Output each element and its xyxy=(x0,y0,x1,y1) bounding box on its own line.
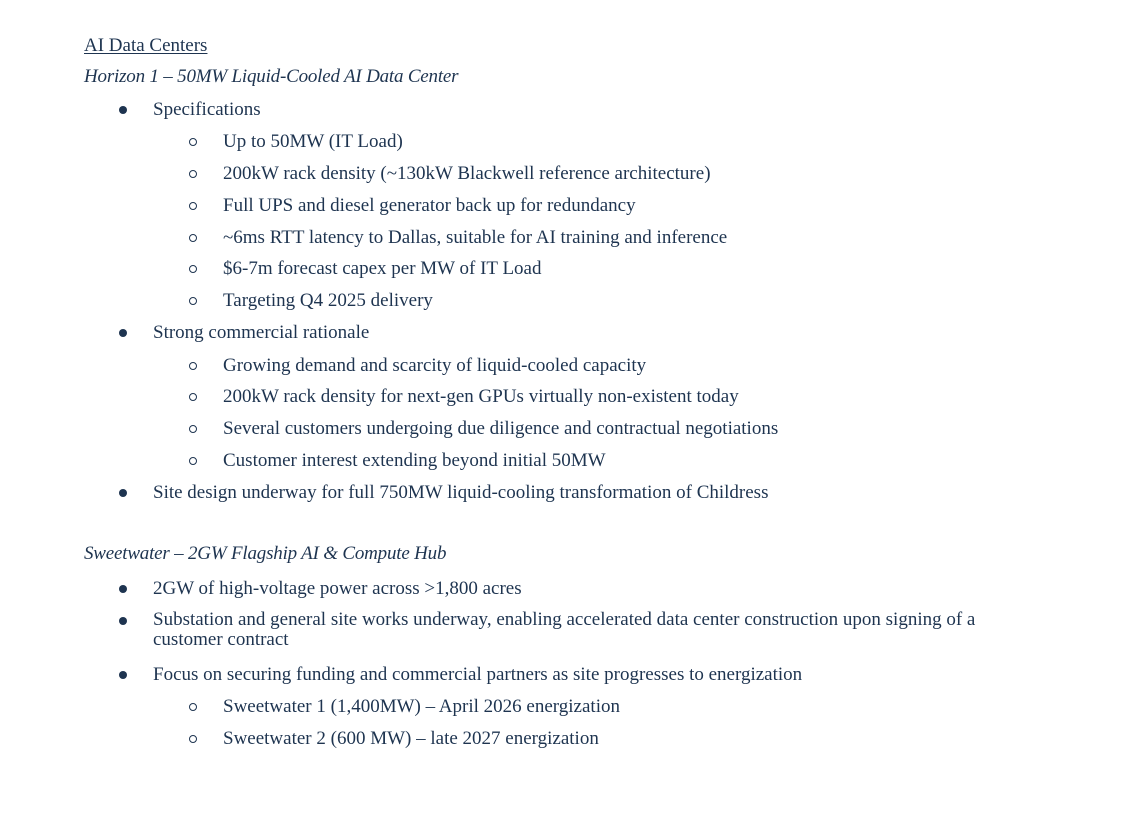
bullet-icon xyxy=(119,585,127,593)
site-design-item: Site design underway for full 750MW liquid-cooling transformation of Childress xyxy=(153,482,769,503)
spec-item: Targeting Q4 2025 delivery xyxy=(223,290,433,311)
specifications-label: Specifications xyxy=(153,99,261,120)
sweetwater-point: Focus on securing funding and commercial partners as site progresses to energization xyxy=(153,664,803,685)
commercial-item: Growing demand and scarcity of liquid-cooled capacity xyxy=(223,355,647,376)
sub-bullet-icon xyxy=(189,457,197,465)
sub-bullet-icon xyxy=(189,362,197,370)
sub-bullet-icon xyxy=(189,735,197,743)
sub-bullet-icon xyxy=(189,138,197,146)
commercial-item: Several customers undergoing due diligence and contractual negotiations xyxy=(223,418,779,439)
commercial-label: Strong commercial rationale xyxy=(153,322,370,343)
spec-item: 200kW rack density (~130kW Blackwell reference architecture) xyxy=(223,163,711,184)
sweetwater-phase: Sweetwater 2 (600 MW) – late 2027 energization xyxy=(223,728,599,749)
spec-item: $6-7m forecast capex per MW of IT Load xyxy=(223,258,542,279)
sub-bullet-icon xyxy=(189,170,197,178)
sweetwater-heading: Sweetwater – 2GW Flagship AI & Compute Hub xyxy=(84,543,447,564)
commercial-item: Customer interest extending beyond initial 50MW xyxy=(223,450,606,471)
bullet-icon xyxy=(119,329,127,337)
section-title: AI Data Centers xyxy=(84,35,208,56)
commercial-item: 200kW rack density for next-gen GPUs virtually non-existent today xyxy=(223,386,739,407)
bullet-icon xyxy=(119,489,127,497)
bullet-icon xyxy=(119,671,127,679)
sub-bullet-icon xyxy=(189,202,197,210)
sub-bullet-icon xyxy=(189,703,197,711)
sub-bullet-icon xyxy=(189,297,197,305)
sub-bullet-icon xyxy=(189,234,197,242)
bullet-icon xyxy=(119,106,127,114)
sweetwater-phase: Sweetwater 1 (1,400MW) – April 2026 energization xyxy=(223,696,620,717)
sweetwater-point: Substation and general site works underway, enabling accelerated data center construction upon signing of a customer contract xyxy=(153,609,976,650)
sub-bullet-icon xyxy=(189,425,197,433)
spec-item: ~6ms RTT latency to Dallas, suitable for AI training and inference xyxy=(223,227,728,248)
horizon-heading: Horizon 1 – 50MW Liquid-Cooled AI Data Center xyxy=(84,66,459,87)
spec-item: Full UPS and diesel generator back up for redundancy xyxy=(223,195,636,216)
sub-bullet-icon xyxy=(189,265,197,273)
sweetwater-point: 2GW of high-voltage power across >1,800 acres xyxy=(153,578,522,599)
spec-item: Up to 50MW (IT Load) xyxy=(223,131,403,152)
sub-bullet-icon xyxy=(189,393,197,401)
bullet-icon xyxy=(119,617,127,625)
